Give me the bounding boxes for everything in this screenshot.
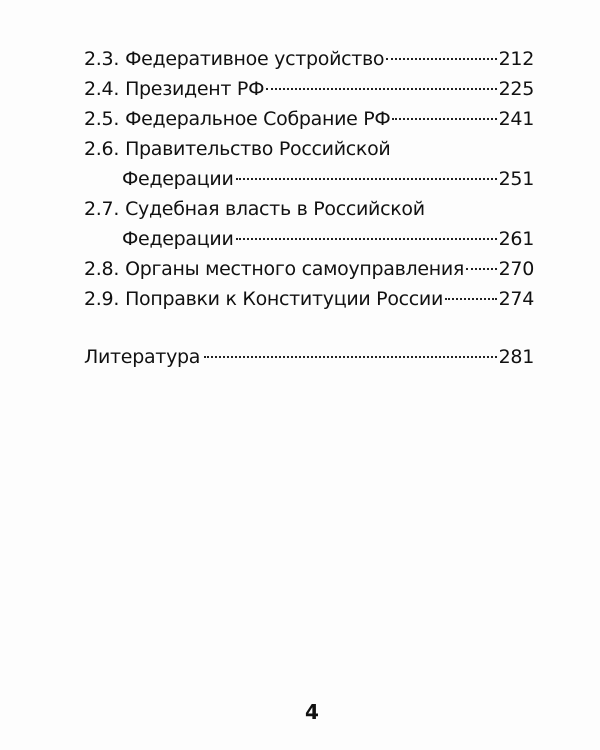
toc-entry-title: Органы местного самоуправления [125, 258, 465, 280]
toc-entry-2-7-line2 [84, 224, 534, 254]
dot-leader [266, 88, 497, 90]
toc-entry-2-7-line1 [84, 194, 534, 224]
table-of-contents [84, 44, 534, 372]
toc-entry-number: 2.6. [84, 138, 120, 160]
toc-entry-number: 2.5. [84, 108, 120, 130]
toc-entry-title: Федеративное устройство [125, 48, 385, 70]
toc-entry-page: 251 [498, 168, 534, 190]
dot-leader [386, 58, 496, 60]
toc-entry-number: 2.3. [84, 48, 120, 70]
toc-entry-number: 2.7. [84, 198, 120, 220]
toc-entry-2-3 [84, 44, 534, 74]
toc-entry-title: Поправки к Конституции России [125, 288, 444, 310]
toc-entry-2-4 [84, 74, 534, 104]
toc-entry-page: 274 [498, 288, 534, 310]
dot-leader [445, 298, 497, 300]
toc-entry-page: 261 [498, 228, 534, 250]
toc-entry-number: 2.4. [84, 78, 120, 100]
dot-leader [392, 118, 496, 120]
toc-entry-title: Судебная власть в Российской [125, 198, 425, 220]
toc-entry-title-continued: Федерации [122, 228, 234, 250]
toc-entry-page: 270 [498, 258, 534, 280]
dot-leader [204, 356, 497, 358]
toc-entry-page: 241 [498, 108, 534, 130]
page-number: 4 [305, 700, 319, 724]
toc-entry-literature [84, 342, 534, 372]
dot-leader [236, 178, 497, 180]
toc-entry-number: 2.9. [84, 288, 120, 310]
toc-entry-title: Правительство Российской [125, 138, 391, 160]
toc-entry-2-5 [84, 104, 534, 134]
toc-entry-number: 2.8. [84, 258, 120, 280]
toc-entry-page: 225 [498, 78, 534, 100]
toc-entry-page: 281 [498, 346, 534, 368]
toc-entry-title: Литература [84, 346, 201, 368]
toc-entry-title: Федеральное Собрание РФ [125, 108, 391, 130]
dot-leader [236, 238, 497, 240]
toc-entry-page: 212 [498, 48, 534, 70]
dot-leader [466, 268, 497, 270]
toc-entry-2-6-line1 [84, 134, 534, 164]
toc-entry-title-continued: Федерации [122, 168, 234, 190]
toc-entry-2-9 [84, 284, 534, 314]
toc-entry-title: Президент РФ [125, 78, 265, 100]
toc-entry-2-8 [84, 254, 534, 284]
toc-entry-2-6-line2 [84, 164, 534, 194]
